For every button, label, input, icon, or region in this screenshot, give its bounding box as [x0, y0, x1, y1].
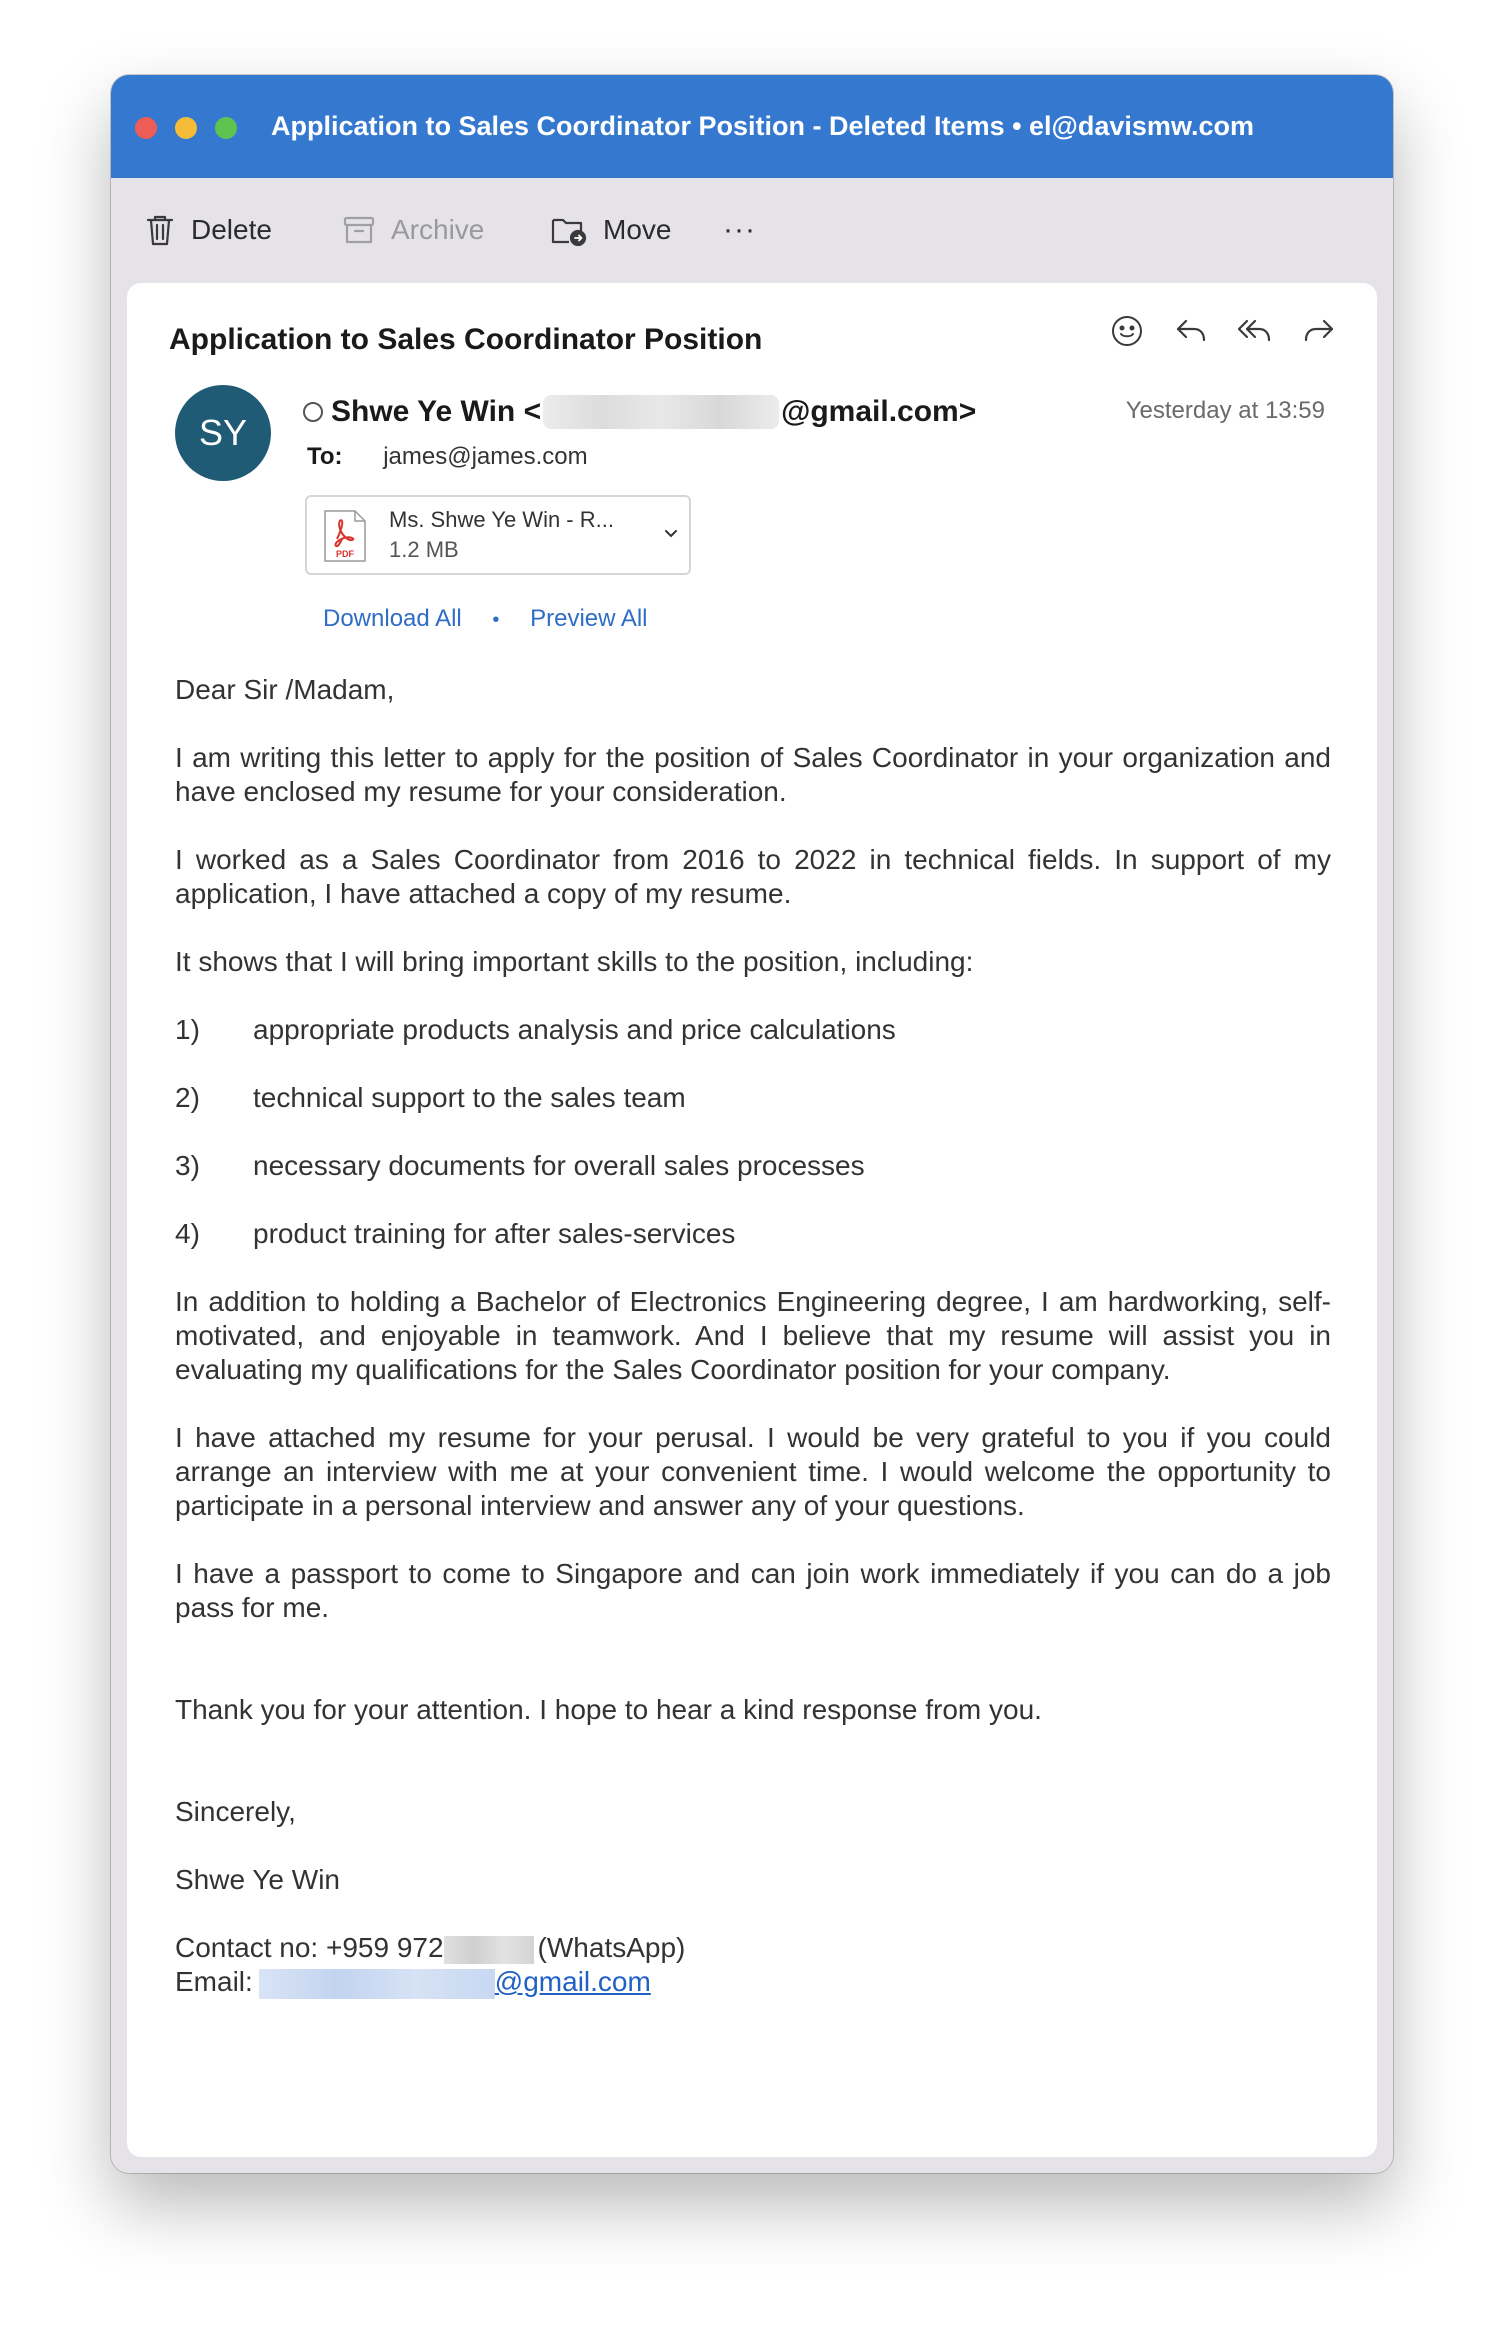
toolbar	[111, 178, 1393, 278]
window-title: Application to Sales Coordinator Position - Deleted Items • el@davismw.com	[271, 111, 1254, 141]
move-folder-icon	[551, 214, 587, 246]
redacted-email-local	[259, 1969, 495, 1999]
chevron-down-icon[interactable]	[663, 527, 679, 541]
reply-button[interactable]	[1173, 313, 1209, 349]
reply-all-button[interactable]	[1237, 313, 1273, 349]
list-text: necessary documents for overall sales processes	[253, 1150, 865, 1181]
mail-window	[111, 75, 1393, 2173]
reply-all-icon	[1237, 316, 1273, 346]
minimize-window-button[interactable]	[175, 117, 197, 139]
list-number: 1)	[175, 1014, 200, 1045]
body-paragraph-7: Thank you for your attention. I hope to hear a kind response from you.	[175, 1694, 1042, 1725]
download-all-link[interactable]: Download All	[323, 605, 462, 632]
contact-prefix: Contact no: +959 972	[175, 1932, 444, 1963]
archive-button[interactable]	[343, 210, 484, 250]
body-paragraph-3: It shows that I will bring important skills to the position, including:	[175, 946, 974, 977]
signature-email-link[interactable]: @gmail.com	[494, 1966, 651, 1997]
attachment-card[interactable]	[305, 495, 691, 575]
message-actions	[1109, 313, 1337, 349]
preview-all-link[interactable]: Preview All	[530, 605, 648, 632]
body-paragraph-5: I have attached my resume for your perusal. I would be very grateful to you if you could arrange an interview with me at your convenient time. I would welcome the opportunity to participate in a personal interview and answer any of your questions.	[175, 1422, 1331, 1521]
trash-icon	[145, 213, 175, 247]
pdf-icon-label: PDF	[336, 549, 354, 559]
sender-name: Shwe Ye Win <	[331, 395, 542, 428]
body-paragraph-2: I worked as a Sales Coordinator from 2016 to 2022 in technical fields. In support of my application, I have attached a copy of my resume.	[175, 844, 1331, 909]
closing: Sincerely,	[175, 1796, 296, 1827]
email-line	[175, 1965, 1331, 1999]
unread-indicator-icon[interactable]	[303, 402, 323, 422]
list-item	[175, 1081, 1331, 1115]
sender-avatar: SY	[175, 385, 271, 481]
delete-label: Delete	[191, 214, 272, 245]
emoji-reaction-button[interactable]	[1109, 313, 1145, 349]
list-number: 4)	[175, 1218, 200, 1249]
list-number: 3)	[175, 1150, 200, 1181]
recipient-address[interactable]: james@james.com	[383, 443, 588, 470]
list-item	[175, 1013, 1331, 1047]
body-paragraph-6: I have a passport to come to Singapore and can join work immediately if you can do a job pass for me.	[175, 1558, 1331, 1623]
list-item	[175, 1149, 1331, 1183]
smiley-icon	[1110, 314, 1144, 348]
pdf-file-icon	[323, 509, 367, 563]
redacted-email	[543, 395, 779, 429]
archive-label: Archive	[391, 214, 485, 245]
spacer	[175, 1659, 1331, 1693]
close-window-button[interactable]	[135, 117, 157, 139]
body-paragraph-4: In addition to holding a Bachelor of Electronics Engineering degree, I am hardworking, self-motivated, and enjoyable in teamwork. And I believe that my resume will assist you in evaluating my qualifications for the Sales Coordinator position for your company.	[175, 1286, 1331, 1385]
forward-icon	[1302, 316, 1336, 346]
list-text: technical support to the sales team	[253, 1082, 686, 1113]
to-label: To:	[307, 443, 343, 470]
message-timestamp: Yesterday at 13:59	[1125, 397, 1325, 424]
email-label: Email:	[175, 1966, 253, 1997]
list-text: product training for after sales-services	[253, 1218, 736, 1249]
more-actions-button[interactable]: ···	[723, 213, 756, 246]
contact-line	[175, 1931, 1331, 1965]
message-body	[175, 673, 1331, 1999]
forward-button[interactable]	[1301, 313, 1337, 349]
sender-email-domain: @gmail.com>	[781, 395, 977, 428]
attachment-size: 1.2 MB	[389, 537, 459, 562]
list-number: 2)	[175, 1082, 200, 1113]
title-bar	[111, 75, 1393, 178]
contact-suffix: (WhatsApp)	[537, 1932, 686, 1963]
recipient-row	[307, 443, 588, 471]
signature-name: Shwe Ye Win	[175, 1864, 340, 1895]
link-separator: •	[492, 609, 500, 631]
greeting: Dear Sir /Madam,	[175, 674, 395, 705]
message-pane	[127, 283, 1377, 2157]
spacer	[175, 1761, 1331, 1795]
message-subject: Application to Sales Coordinator Position	[169, 323, 763, 356]
move-button[interactable]	[551, 210, 671, 250]
delete-button[interactable]	[145, 210, 272, 250]
redacted-phone	[444, 1936, 534, 1964]
list-text: appropriate products analysis and price calculations	[253, 1014, 896, 1045]
list-item	[175, 1217, 1331, 1251]
body-paragraph-1: I am writing this letter to apply for the position of Sales Coordinator in your organization and have enclosed my resume for your consideration.	[175, 742, 1331, 807]
archive-icon	[343, 215, 375, 245]
move-label: Move	[603, 214, 672, 245]
zoom-window-button[interactable]	[215, 117, 237, 139]
attachment-links	[323, 605, 647, 633]
reply-icon	[1174, 316, 1208, 346]
attachment-name: Ms. Shwe Ye Win - R...	[389, 507, 614, 532]
sender[interactable]	[303, 395, 976, 429]
